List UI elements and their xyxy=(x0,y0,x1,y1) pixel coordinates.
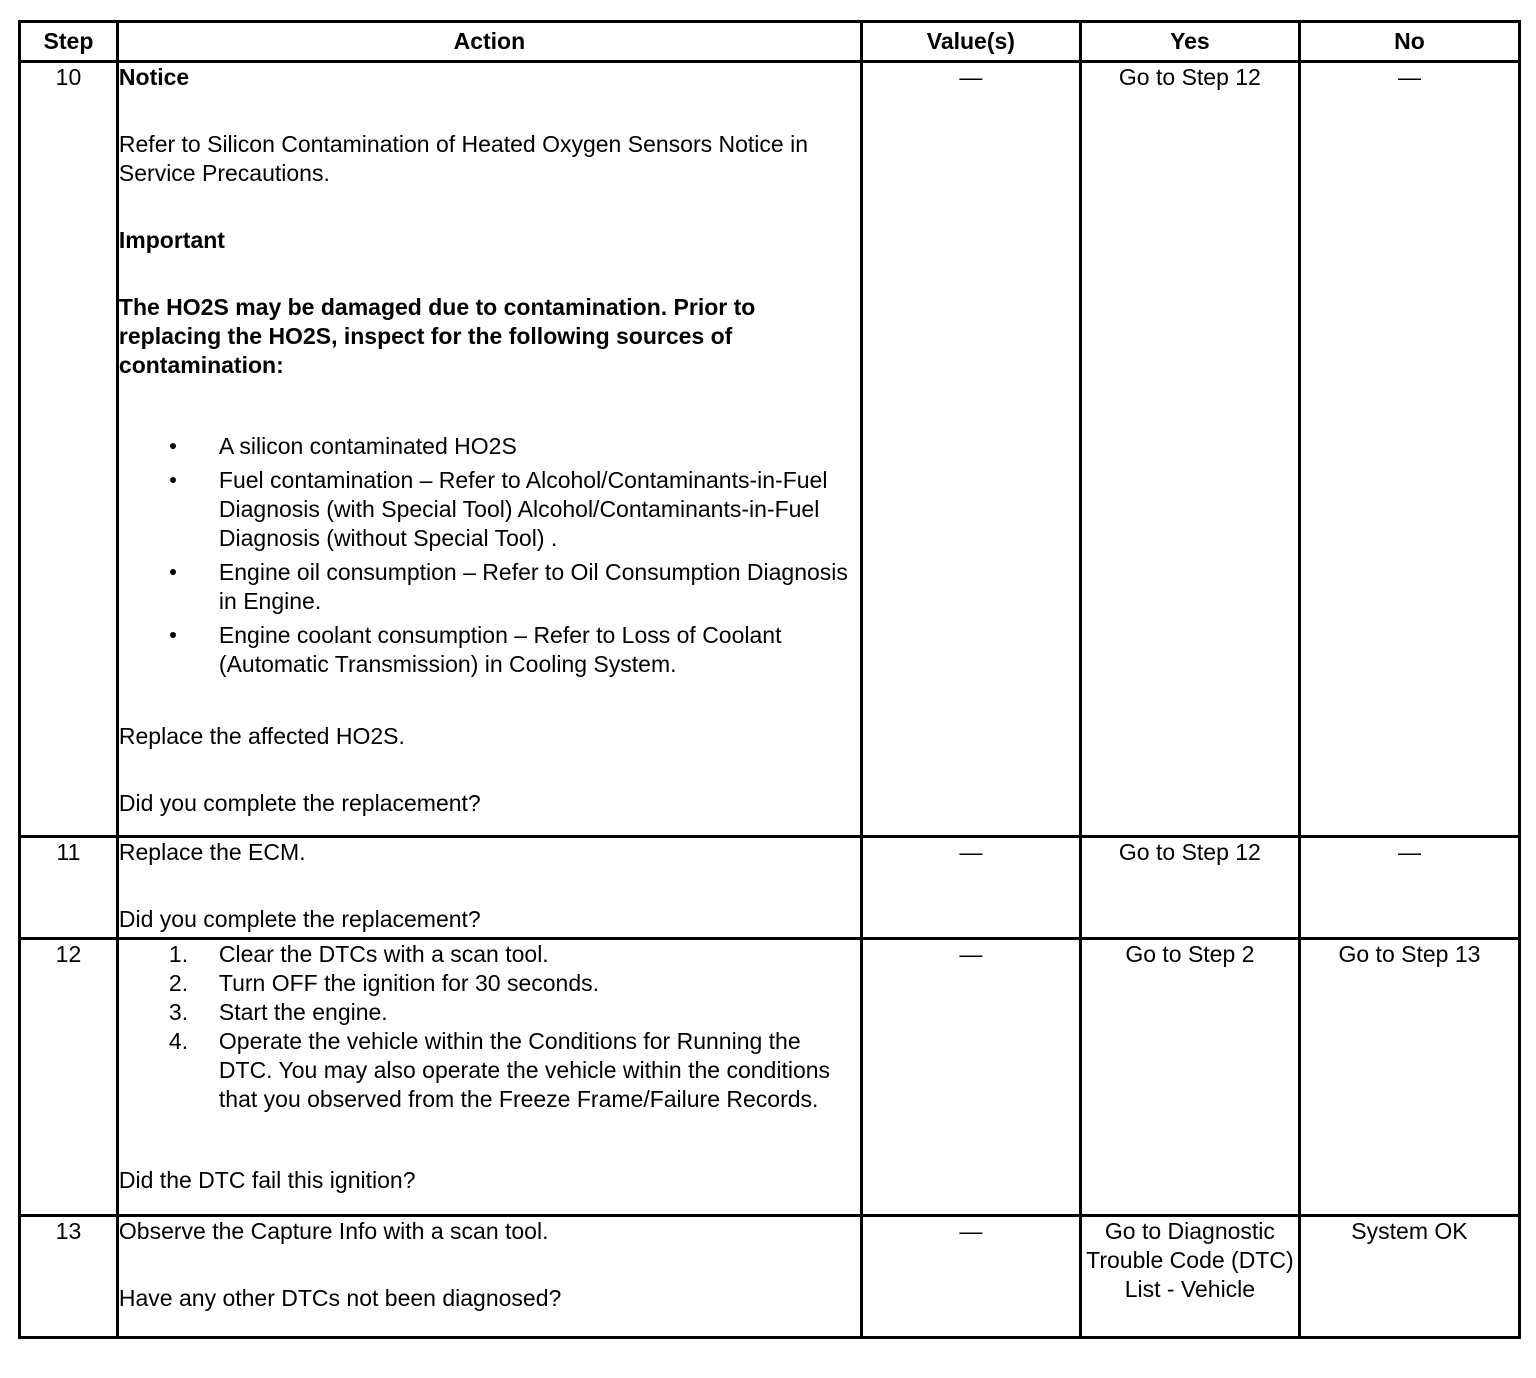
table-row-step-13 xyxy=(20,1216,1520,1338)
header-values: Value(s) xyxy=(861,22,1080,62)
list-item xyxy=(119,940,860,969)
list-number: 3. xyxy=(168,999,189,1025)
step-number: 11 xyxy=(20,837,118,939)
list-item: ● Fuel contamination – Refer to Alcohol/Contaminants-in-Fuel Diagnosis (with Special Tool) Alcohol/Contaminants-in-Fuel Diagnosis (without Special Tool) . xyxy=(119,466,860,553)
action-cell xyxy=(117,837,861,939)
instruction-text: Replace the ECM. xyxy=(118,839,306,865)
yes-cell: Go to Step 2 xyxy=(1080,939,1299,1216)
notice-title: Notice xyxy=(118,64,190,90)
table-row-step-11 xyxy=(20,837,1520,939)
list-item xyxy=(119,1027,860,1114)
yes-cell: Go to Step 12 xyxy=(1080,62,1299,837)
values-cell: — xyxy=(861,1216,1080,1338)
list-text: Start the engine. xyxy=(218,999,388,1025)
list-item xyxy=(119,998,860,1027)
step-number: 10 xyxy=(20,62,118,837)
table-row-step-10 xyxy=(20,62,1520,837)
instruction-text: Observe the Capture Info with a scan tool. xyxy=(118,1218,549,1244)
action-cell xyxy=(117,1216,861,1338)
list-number: 1. xyxy=(168,941,189,967)
values-cell: — xyxy=(861,837,1080,939)
no-cell: Go to Step 13 xyxy=(1299,939,1519,1216)
values-cell: — xyxy=(861,62,1080,837)
list-number: 4. xyxy=(168,1028,189,1054)
header-step: Step xyxy=(20,22,118,62)
yes-cell: Go to Step 12 xyxy=(1080,837,1299,939)
step-number: 13 xyxy=(20,1216,118,1338)
diagnostic-table xyxy=(18,20,1521,1339)
list-item xyxy=(119,969,860,998)
no-cell: — xyxy=(1299,837,1519,939)
action-cell xyxy=(117,939,861,1216)
no-cell: System OK xyxy=(1299,1216,1519,1338)
header-yes: Yes xyxy=(1080,22,1299,62)
list-text: Clear the DTCs with a scan tool. xyxy=(218,941,549,967)
important-text: The HO2S may be damaged due to contamination. Prior to replacing the HO2S, inspect for the following sources of contamination: xyxy=(118,294,756,378)
step-number: 12 xyxy=(20,939,118,1216)
header-action: Action xyxy=(117,22,861,62)
list-text: Operate the vehicle within the Conditions for Running the DTC. You may also operate the vehicle within the conditions that you observed from the Freeze Frame/Failure Records. xyxy=(218,1028,831,1112)
header-row xyxy=(20,22,1520,62)
question-text: Have any other DTCs not been diagnosed? xyxy=(118,1285,562,1311)
notice-text: Refer to Silicon Contamination of Heated Oxygen Sensors Notice in Service Precautions. xyxy=(118,131,808,186)
yes-cell: Go to Diagnostic Trouble Code (DTC) List - Vehicle xyxy=(1080,1216,1299,1338)
list-item: ● Engine oil consumption – Refer to Oil Consumption Diagnosis in Engine. xyxy=(119,558,860,616)
list-item: ● A silicon contaminated HO2S xyxy=(119,432,860,461)
instruction-text: Replace the affected HO2S. xyxy=(118,723,405,749)
list-text: Turn OFF the ignition for 30 seconds. xyxy=(218,970,600,996)
action-cell xyxy=(117,62,861,837)
important-title: Important xyxy=(118,227,225,253)
list-item: ● Engine coolant consumption – Refer to Loss of Coolant (Automatic Transmission) in Cooling System. xyxy=(119,621,860,679)
list-number: 2. xyxy=(168,970,189,996)
procedure-list xyxy=(119,940,860,1114)
question-text: Did the DTC fail this ignition? xyxy=(118,1167,416,1193)
table-row-step-12 xyxy=(20,939,1520,1216)
header-no: No xyxy=(1299,22,1519,62)
contamination-list xyxy=(119,432,860,679)
values-cell: — xyxy=(861,939,1080,1216)
question-text: Did you complete the replacement? xyxy=(118,906,481,932)
no-cell: — xyxy=(1299,62,1519,837)
question-text: Did you complete the replacement? xyxy=(118,790,481,816)
